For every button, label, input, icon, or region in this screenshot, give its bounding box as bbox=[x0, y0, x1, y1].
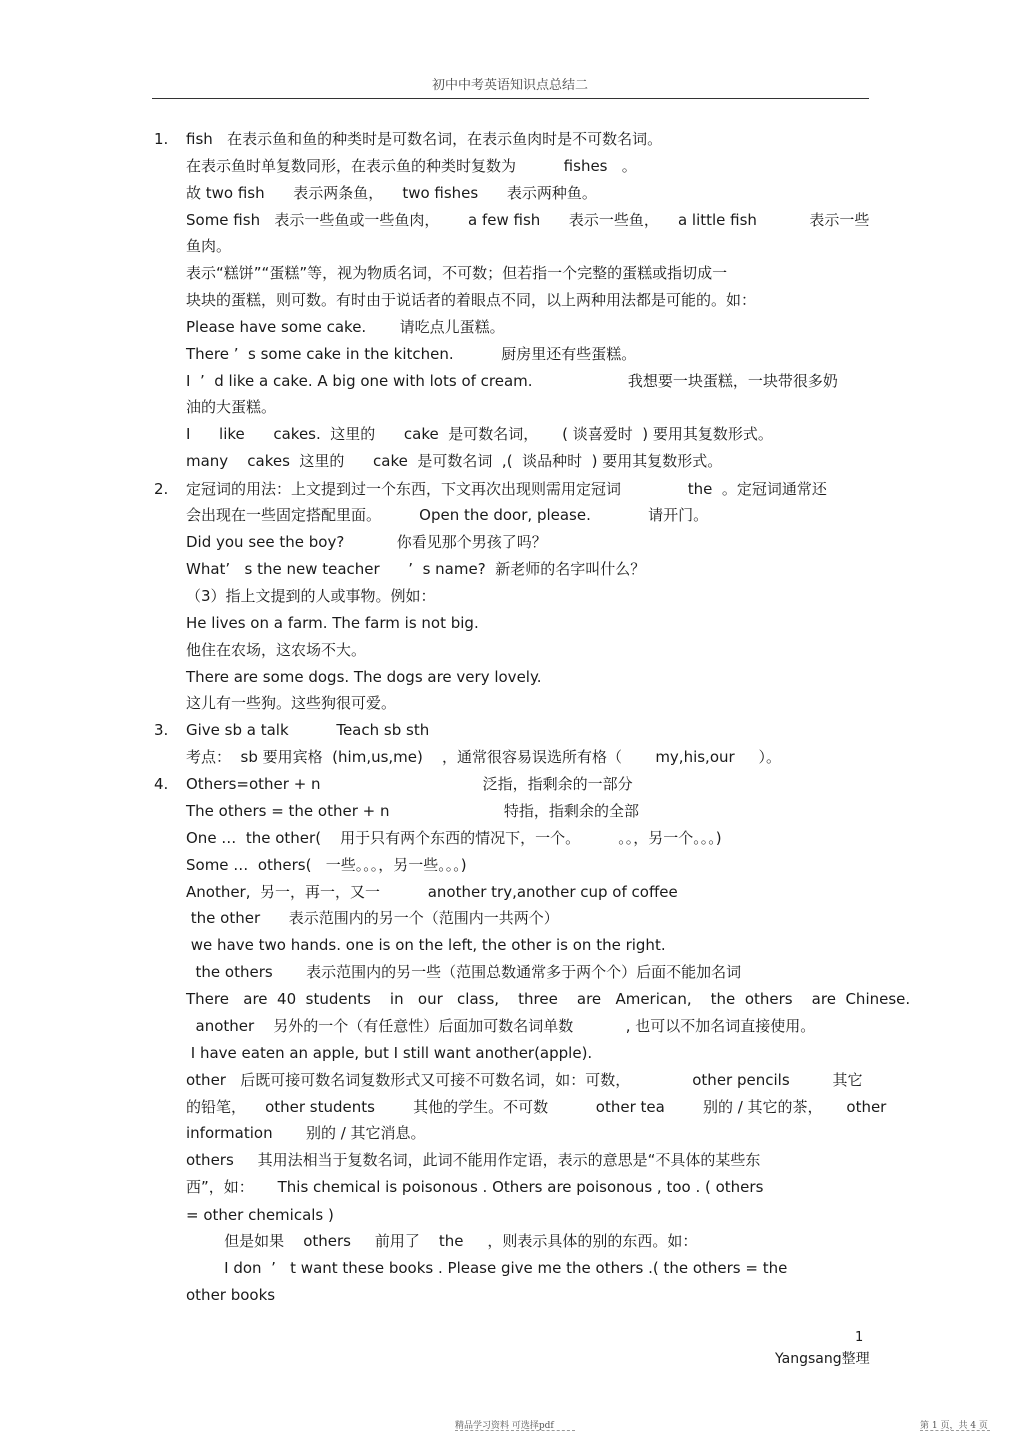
text-line: There ’ s some cake in the kitchen. 厨房里还有些蛋糕。 bbox=[186, 345, 637, 363]
text-line: One … the other( 用于只有两个东西的情况下，一个。 。。，另一个。。。) bbox=[186, 829, 722, 847]
text-line: What’ s the new teacher ’ s name? 新老师的名字叫什么？ bbox=[186, 560, 646, 578]
text-line: the others 表示范围内的另一些（范围总数通常多于两个个）后面不能加名词 bbox=[186, 963, 742, 981]
item-number-2: 2. bbox=[154, 480, 169, 498]
text-line: 故 two fish 表示两条鱼， two fishes 表示两种鱼。 bbox=[186, 184, 597, 202]
text-line: we have two hands. one is on the left, the other is on the right. bbox=[186, 936, 666, 954]
text-line: Give sb a talk Teach sb sth bbox=[186, 721, 430, 739]
page-number: 1 bbox=[855, 1330, 864, 1345]
text-line: = other chemicals ) bbox=[186, 1206, 334, 1224]
text-line: 表示“糕饼”“蛋糕”等，视为物质名词，不可数；但若指一个完整的蛋糕或指切成一 bbox=[186, 264, 728, 282]
text-line: I have eaten an apple, but I still want another(apple). bbox=[186, 1044, 593, 1062]
document-title: 初中中考英语知识点总结二 bbox=[431, 78, 588, 93]
text-line: 在表示鱼时单复数同形，在表示鱼的种类时复数为 fishes 。 bbox=[186, 157, 637, 175]
text-line: 油的大蛋糕。 bbox=[186, 398, 277, 416]
footer-note-left: 精品学习资料 可选择pdf bbox=[455, 1421, 554, 1431]
header-divider bbox=[152, 98, 869, 99]
text-line: Did you see the boy? 你看见那个男孩了吗？ bbox=[186, 533, 547, 551]
footer-page-count: 第 1 页，共 4 页 bbox=[920, 1421, 988, 1431]
text-line: 这儿有一些狗。这些狗很可爱。 bbox=[186, 694, 397, 712]
text-line: many cakes 这里的 cake 是可数名词 ,( 谈品种时 ) 要用其复数形式。 bbox=[186, 452, 723, 470]
text-line: 会出现在一些固定搭配里面。 Open the door, please. 请开门。 bbox=[186, 506, 709, 524]
text-line: There are 40 students in our class, three are American, the others are Chinese. bbox=[186, 990, 911, 1008]
item-number-3: 3. bbox=[154, 721, 169, 739]
text-line: fish 在表示鱼和鱼的种类时是可数名词，在表示鱼肉时是不可数名词。 bbox=[186, 130, 663, 148]
text-line: The others = the other + n 特指，指剩余的全部 bbox=[186, 802, 639, 820]
text-line: other 后既可接可数名词复数形式又可接不可数名词，如：可数， other pencils 其它 bbox=[186, 1071, 863, 1089]
text-line: （3）指上文提到的人或事物。例如： bbox=[186, 587, 436, 605]
text-line: 考点： sb 要用宾格 (him,us,me) ，通常很容易误选所有格（ my,his,our ）。 bbox=[186, 748, 782, 766]
text-line: Others=other + n 泛指，指剩余的一部分 bbox=[186, 775, 633, 793]
text-line: I ’ d like a cake. A big one with lots of cream. 我想要一块蛋糕，一块带很多奶 bbox=[186, 372, 838, 390]
text-line: another 另外的一个（有任意性）后面加可数名词单数 , 也可以不加名词直接使用。 bbox=[186, 1017, 816, 1035]
text-line: information 别的 / 其它消息。 bbox=[186, 1124, 426, 1142]
text-line: 的铅笔， other students 其他的学生。不可数 other tea 别的 / 其它的茶， other bbox=[186, 1098, 887, 1116]
text-line: He lives on a farm. The farm is not big. bbox=[186, 614, 479, 632]
text-line: There are some dogs. The dogs are very lovely. bbox=[186, 668, 542, 686]
footer-divider-right bbox=[920, 1430, 990, 1431]
item-number-1: 1. bbox=[154, 130, 169, 148]
footer-divider-left bbox=[455, 1430, 575, 1431]
text-line: 定冠词的用法：上文提到过一个东西，下文再次出现则需用定冠词 the 。定冠词通常还 bbox=[186, 480, 827, 498]
text-line: others 其用法相当于复数名词，此词不能用作定语，表示的意思是“不具体的某些东 bbox=[186, 1151, 761, 1169]
item-number-4: 4. bbox=[154, 775, 169, 793]
text-line: I like cakes. 这里的 cake 是可数名词， ( 谈喜爱时 ) 要用其复数形式。 bbox=[186, 425, 773, 443]
text-line: Another, 另一，再一，又一 another try,another cup of coffee bbox=[186, 883, 678, 901]
text-line: other books bbox=[186, 1286, 276, 1304]
text-line: 西”，如： This chemical is poisonous . Others are poisonous , too . ( others bbox=[186, 1178, 764, 1196]
text-line: 但是如果 others 前用了 the ，则表示具体的别的东西。如： bbox=[186, 1232, 698, 1250]
text-line: the other 表示范围内的另一个（范围内一共两个） bbox=[186, 909, 559, 927]
text-line: 鱼肉。 bbox=[186, 237, 232, 255]
text-line: I don ’ t want these books . Please give me the others .( the others = the bbox=[186, 1259, 788, 1277]
text-line: Some … others( 一些。。。，另一些。。。) bbox=[186, 856, 467, 874]
text-line: Some fish 表示一些鱼或一些鱼肉， a few fish 表示一些鱼， a little fish 表示一些 bbox=[186, 211, 870, 229]
author-signature: Yangsang整理 bbox=[775, 1351, 870, 1367]
text-line: Please have some cake. 请吃点儿蛋糕。 bbox=[186, 318, 505, 336]
text-line: 块块的蛋糕，则可数。有时由于说话者的着眼点不同，以上两种用法都是可能的。如： bbox=[186, 291, 757, 309]
text-line: 他住在农场，这农场不大。 bbox=[186, 641, 367, 659]
